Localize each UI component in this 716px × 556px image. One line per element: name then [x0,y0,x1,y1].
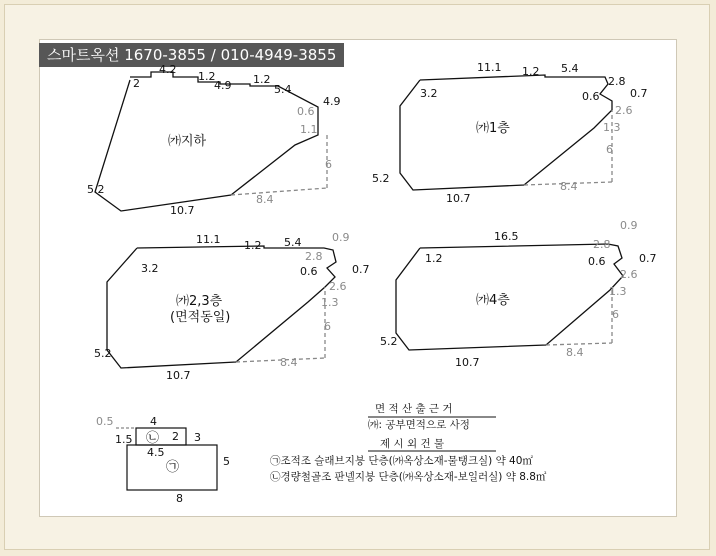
plan-floor1-label: ㈎1층 [476,121,510,136]
dim: 5.4 [561,62,579,75]
dim: 5.4 [274,83,292,96]
dim: 10.7 [446,192,471,205]
dim: 6 [325,158,332,171]
dim: 3.2 [141,262,159,275]
annex-label-a: ㉠ [166,460,180,475]
dim: 1.5 [115,433,133,446]
dim: 2 [133,77,140,90]
dim: 16.5 [494,230,519,243]
dim: 5.2 [94,347,112,360]
plan-floor23-label: ㈎2,3층 [176,294,223,309]
dim: 0.5 [96,415,114,428]
dim: 10.7 [166,369,191,382]
notes-basis: ㈎: 공부면적으로 사정 [368,419,470,431]
dim: 1.2 [244,239,262,252]
notes-item-a: ㉠조적조 슬래브지붕 단층(㈎옥상소재-물탱크실) 약 40㎡ [270,455,533,467]
dim: 4.9 [214,79,232,92]
dim: 5.2 [380,335,398,348]
dim: 0.9 [332,231,350,244]
dim: 5.2 [87,183,105,196]
dim: 6 [324,320,331,333]
annex-label-b: ㉡ [146,431,160,446]
dim: 1.3 [609,285,627,298]
dim: 8.4 [280,356,298,369]
dim: 5.4 [284,236,302,249]
plan-basement [95,72,327,211]
dim: 1.2 [198,70,216,83]
dim: 1.2 [425,252,443,265]
dim: 0.6 [582,90,600,103]
dim: 6 [606,143,613,156]
dim: 2.8 [593,238,611,251]
notes-excluded-title: 제 시 외 건 물 [380,438,445,450]
dim: 11.1 [196,233,221,246]
dim: 8 [176,492,183,505]
dim: 5 [223,455,230,468]
watermark-banner: 스마트옥션 1670-3855 / 010-4949-3855 [39,43,344,67]
plan-floor23-sublabel: (면적동일) [170,310,231,325]
dim: 10.7 [455,356,480,369]
dim: 4.5 [147,446,165,459]
dim: 2.6 [620,268,638,281]
dim: 0.7 [630,87,648,100]
dim: 0.7 [352,263,370,276]
dim: 4.9 [323,95,341,108]
dim: 5.2 [372,172,390,185]
dim: 0.7 [639,252,657,265]
dim: 4.2 [159,63,177,76]
dim: 1.3 [321,296,339,309]
plan-basement-dashed [231,188,327,195]
dim: 11.1 [477,61,502,74]
dim: 8.4 [566,346,584,359]
dim: 0.9 [620,219,638,232]
dim: 1.3 [603,121,621,134]
dim: 4 [150,415,157,428]
notes-title: 면 적 산 출 근 거 [375,403,453,415]
dim: 2.6 [329,280,347,293]
dim: 2.6 [615,104,633,117]
dim: 2.8 [608,75,626,88]
dim: 3.2 [420,87,438,100]
dim: 0.6 [297,105,315,118]
dim: 2.8 [305,250,323,263]
plan-basement-label: ㈎지하 [168,134,207,149]
notes-item-b: ㉡경량철골조 판넬지붕 단층(㈎옥상소재-보일러실) 약 8.8㎡ [270,471,547,483]
plan-floor4-dashed [546,343,612,345]
dim: 1.1 [300,123,318,136]
dim: 8.4 [256,193,274,206]
dim: 0.6 [300,265,318,278]
dim: 1.2 [253,73,271,86]
dim: 1.2 [522,65,540,78]
dim: 6 [612,308,619,321]
dim: 0.6 [588,255,606,268]
dim: 8.4 [560,180,578,193]
dim: 10.7 [170,204,195,217]
plan-floor4-label: ㈎4층 [476,293,510,308]
dim: 3 [194,431,201,444]
dim: 2 [172,430,179,443]
